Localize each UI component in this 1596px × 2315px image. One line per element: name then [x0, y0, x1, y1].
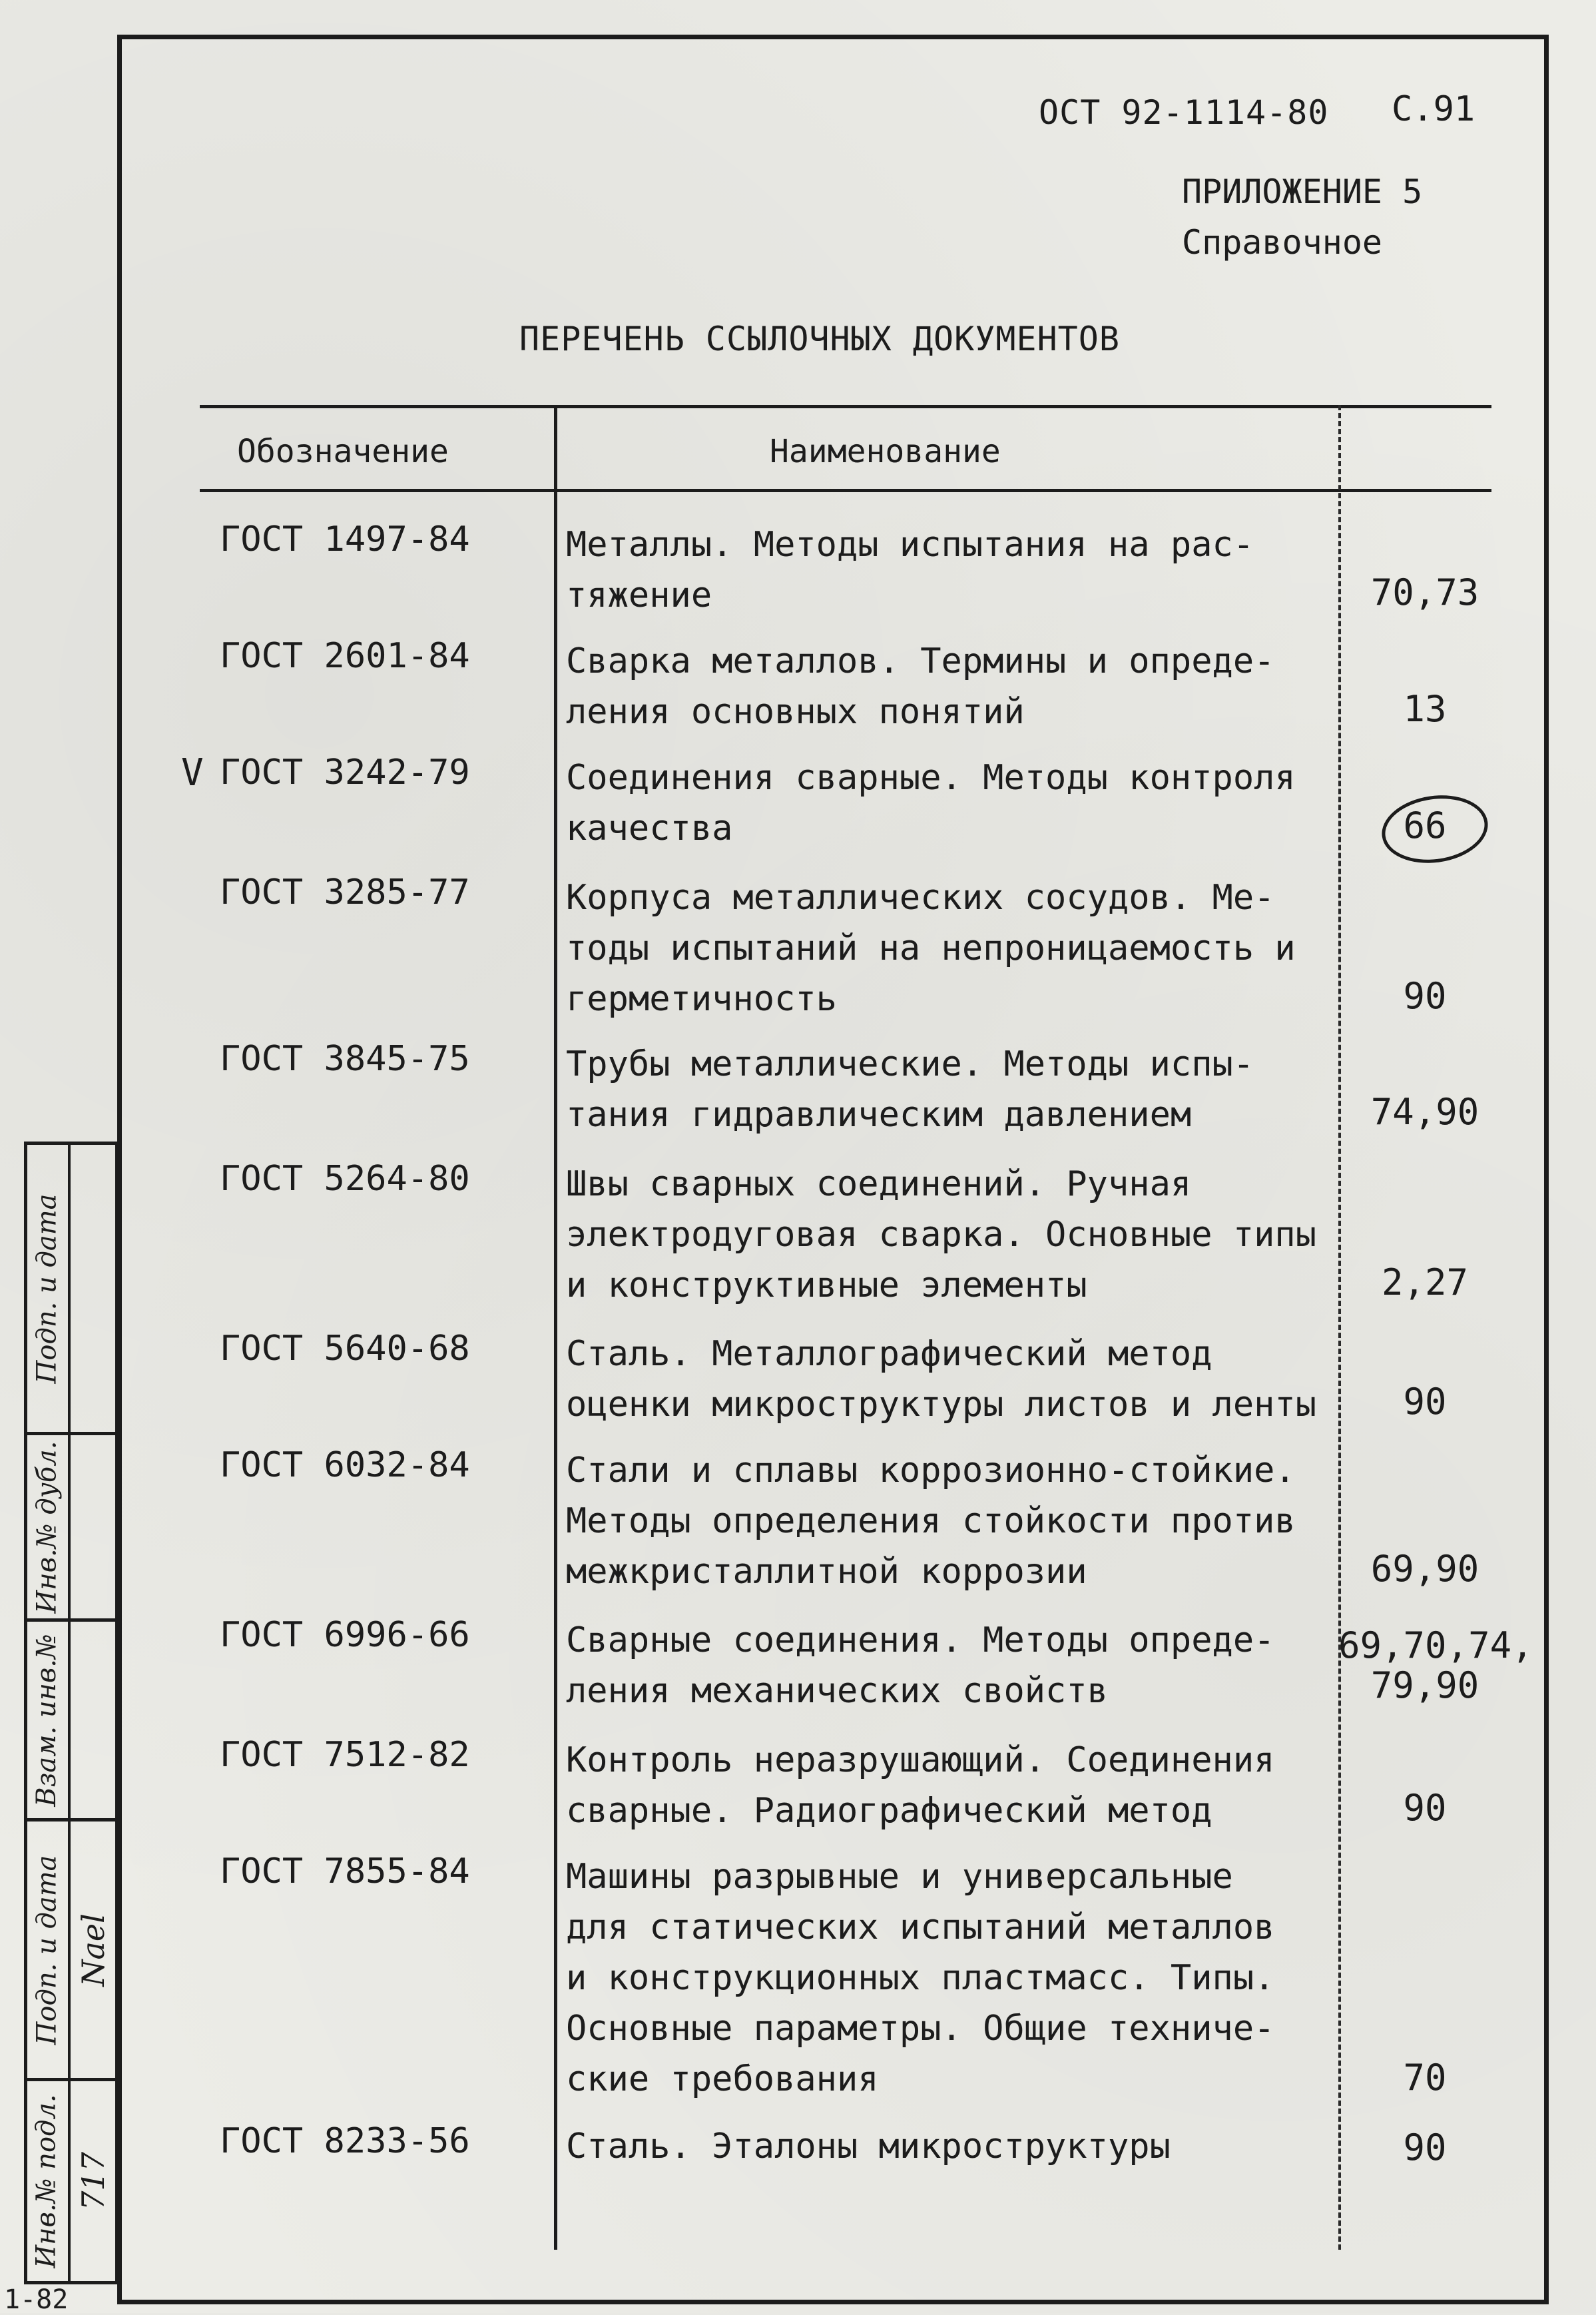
row-pages: 66 [1403, 805, 1447, 846]
row-pages: 90 [1403, 2127, 1447, 2168]
row-code: ГОСТ 5264-80 [220, 1159, 470, 1199]
row-pages: 74,90 [1370, 1091, 1479, 1133]
row-name: Металлы. Методы испытания на рас- тяжение [566, 525, 1254, 615]
page-number: С.91 [1392, 89, 1475, 129]
appendix-type: Справочное [1182, 223, 1383, 262]
document-title: ПЕРЕЧЕНЬ ССЫЛОЧНЫХ ДОКУМЕНТОВ [519, 320, 1120, 358]
row-code: ГОСТ 2601-84 [220, 636, 470, 676]
row-code: ГОСТ 3285-77 [220, 872, 470, 912]
margin-stamp-divider [68, 1142, 71, 2284]
header-name: Наименование [770, 433, 1001, 470]
signature: Nael [75, 1913, 112, 1987]
row-code: ГОСТ 3845-75 [220, 1039, 470, 1079]
row-code: ГОСТ 3242-79 [220, 753, 470, 793]
row-name: Сварные соединения. Методы опреде- ления механических свойств [566, 1620, 1275, 1711]
row-name: Швы сварных соединений. Ручная электродуговая сварка. Основные типы и конструктивные элементы [566, 1164, 1317, 1305]
row-code: ГОСТ 7855-84 [220, 1851, 470, 1891]
row-pages: 90 [1403, 1381, 1447, 1423]
standard-code: ОСТ 92-1114-80 [1039, 93, 1329, 132]
original-inventory-number: 717 [75, 2152, 111, 2210]
row-code: ГОСТ 8233-56 [220, 2121, 470, 2161]
stamp-label: Подп. и дата [31, 1193, 62, 1384]
stamp-label: Подп. и дата [31, 1855, 62, 2045]
row-pages: 70,73 [1370, 571, 1479, 613]
stamp-label: Инв.№ дубл. [31, 1441, 63, 1613]
corner-code: 1-82 [4, 2284, 69, 2315]
table-top-rule [200, 405, 1491, 408]
appendix-block [1182, 166, 1422, 268]
row-pages: 70 [1403, 2057, 1447, 2099]
row-code: ГОСТ 5640-68 [220, 1329, 470, 1369]
row-name: Машины разрывные и универсальные для статических испытаний металлов и конструкционных пластмасс. Типы. Основные параметры. Общие техниче- ские требования [566, 1857, 1275, 2099]
row-name: Трубы металлические. Методы испы- тания гидравлическим давлением [566, 1044, 1254, 1135]
table-column-divider [554, 405, 557, 2250]
row-pages: 2,27 [1381, 1261, 1469, 1303]
row-name: Контроль неразрушающий. Соединения сварные. Радиографический метод [566, 1740, 1275, 1831]
row-pages: 90 [1403, 975, 1447, 1017]
row-code: ГОСТ 1497-84 [220, 519, 470, 559]
appendix-label: ПРИЛОЖЕНИЕ 5 [1182, 172, 1423, 211]
row-name: Сталь. Металлографический метод оценки микроструктуры листов и ленты [566, 1334, 1317, 1425]
row-pages: 90 [1403, 1787, 1447, 1829]
row-code: ГОСТ 7512-82 [220, 1735, 470, 1775]
row-name: Сварка металлов. Термины и опреде- ления основных понятий [566, 641, 1275, 732]
row-name: Стали и сплавы коррозионно-стойкие. Методы определения стойкости против межкристаллитной коррозии [566, 1451, 1296, 1592]
header-designation: Обозначение [237, 433, 449, 470]
row-pages: 69,90 [1370, 1548, 1479, 1590]
row-pages: 13 [1403, 688, 1447, 730]
stamp-label: Взам. инв.№ [31, 1633, 63, 1807]
row-code: ГОСТ 6996-66 [220, 1615, 470, 1655]
row-pages: 69,70,74, 79,90 [1338, 1624, 1533, 1706]
stamp-label: Инв.№ подл. [31, 2094, 63, 2268]
row-name: Сталь. Эталоны микроструктуры [566, 2127, 1171, 2166]
row-name: Корпуса металлических сосудов. Ме- тоды испытаний на непроницаемость и герметичность [566, 878, 1296, 1019]
table-column-divider-dashed [1338, 405, 1341, 2250]
check-mark-annotation: V [181, 751, 204, 795]
row-code: ГОСТ 6032-84 [220, 1445, 470, 1485]
row-name: Соединения сварные. Методы контроля качества [566, 758, 1296, 848]
table-header-rule [200, 489, 1491, 492]
